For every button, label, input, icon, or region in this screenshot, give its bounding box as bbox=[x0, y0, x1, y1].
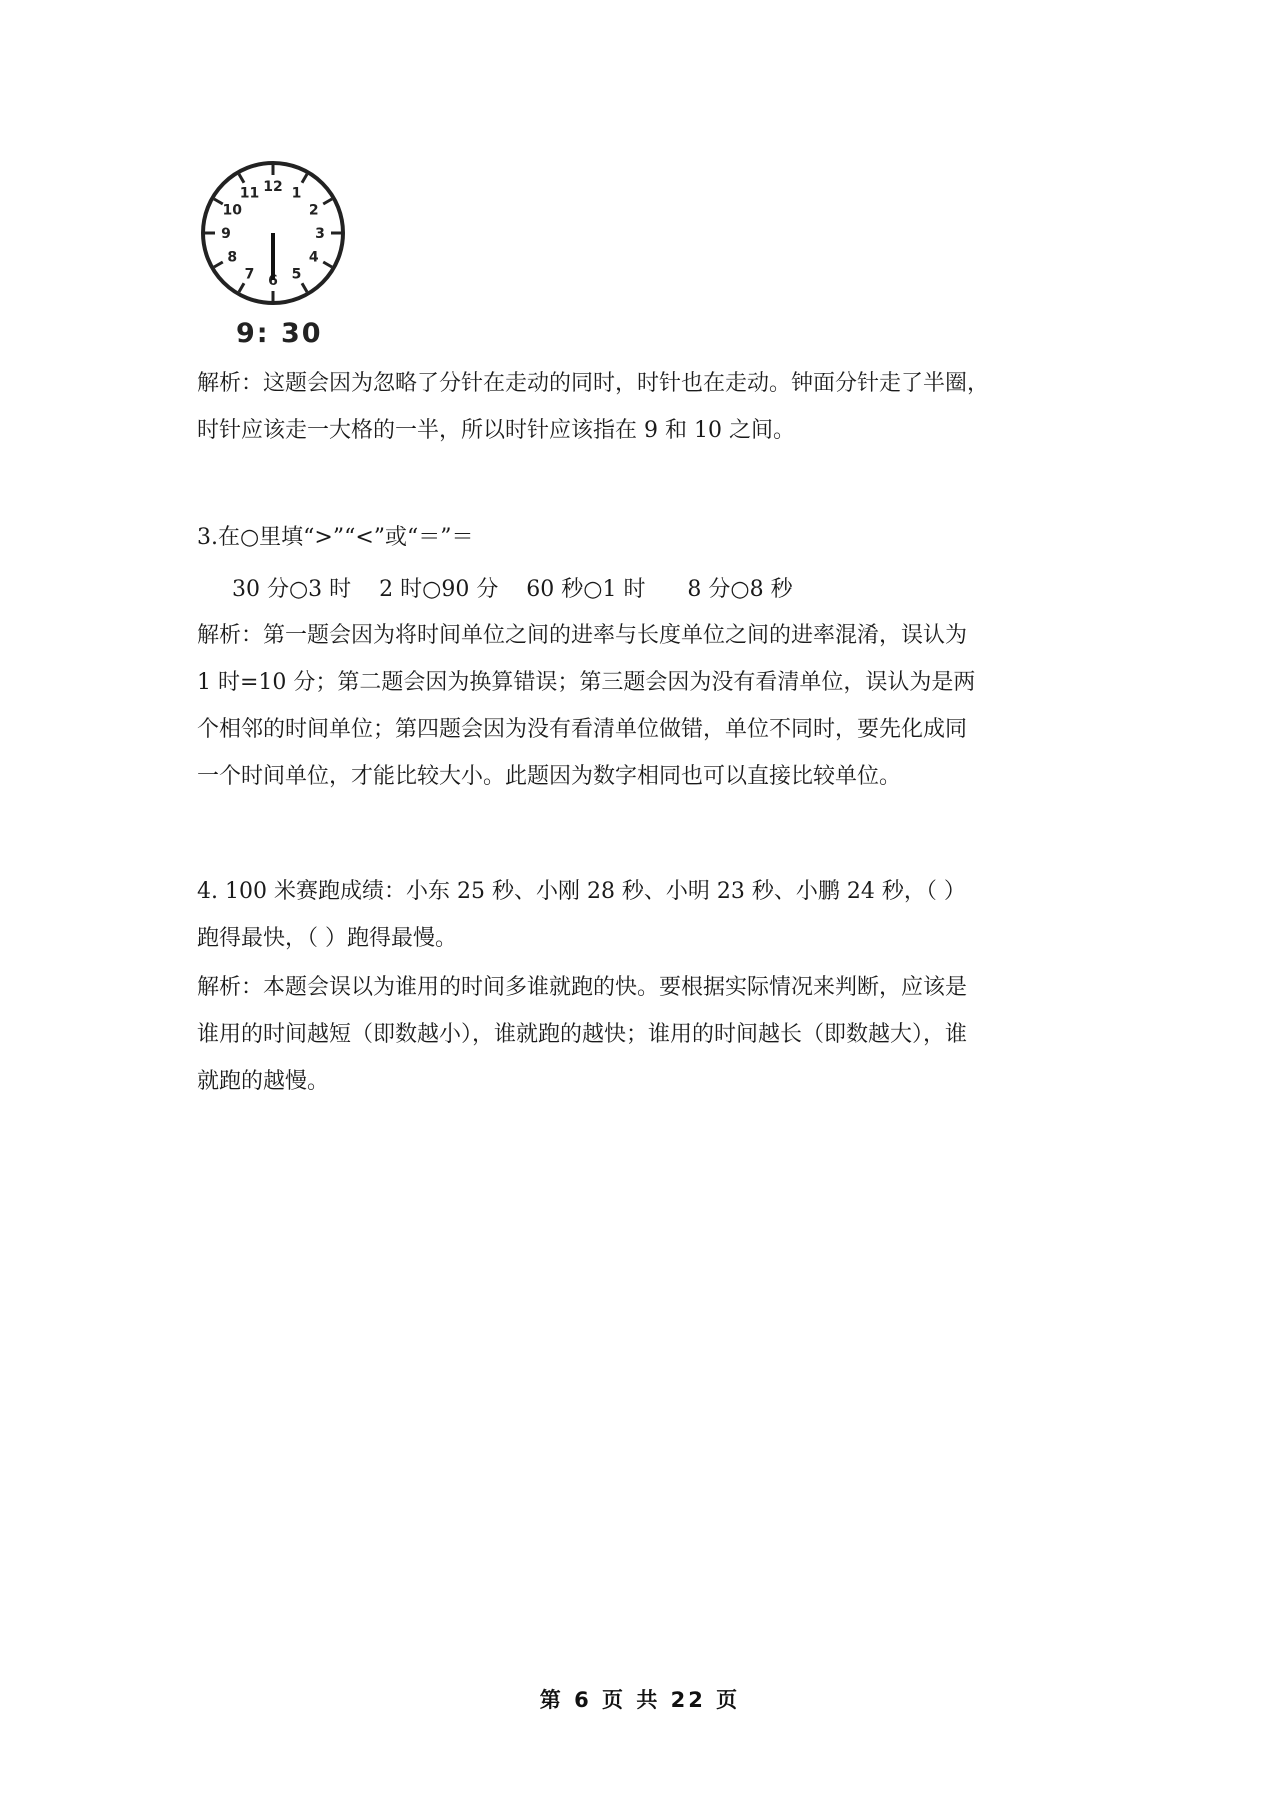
q3-analysis-line: 解析：第一题会因为将时间单位之间的进率与长度单位之间的进率混淆，误认为 bbox=[197, 623, 968, 648]
clock-numeral: 12 bbox=[263, 179, 283, 195]
page-footer: 第 6 页 共 22 页 bbox=[539, 1688, 741, 1712]
clock-numeral: 1 bbox=[291, 185, 302, 202]
q3-title: 3.在○里填“>”“<”或“＝”＝ bbox=[197, 525, 474, 550]
clock-numeral: 7 bbox=[244, 266, 255, 283]
q3-analysis-line: 个相邻的时间单位；第四题会因为没有看清单位做错，单位不同时，要先化成同 bbox=[197, 717, 968, 742]
clock-numeral: 2 bbox=[308, 202, 319, 219]
clock-numeral: 3 bbox=[315, 226, 325, 242]
q3-items: 30 分○3 时 2 时○90 分 60 秒○1 时 8 分○8 秒 bbox=[232, 577, 793, 602]
clock-time-caption: 9: 30 bbox=[236, 318, 323, 349]
q2-analysis bbox=[197, 360, 1097, 454]
q4-analysis-line: 谁用的时间越短（即数越小），谁就跑的越快；谁用的时间越长（即数越大），谁 bbox=[197, 1022, 968, 1047]
q4-analysis-line: 解析：本题会误以为谁用的时间多谁就跑的快。要根据实际情况来判断，应该是 bbox=[197, 975, 968, 1000]
clock-numeral: 6 bbox=[268, 273, 278, 289]
q4-analysis-line: 就跑的越慢。 bbox=[197, 1069, 330, 1094]
q2-analysis-line: 时针应该走一大格的一半，所以时针应该指在 9 和 10 之间。 bbox=[197, 418, 795, 443]
clock-numeral: 8 bbox=[227, 249, 238, 266]
q3-analysis-line: 一个时间单位，才能比较大小。此题因为数字相同也可以直接比较单位。 bbox=[197, 764, 902, 789]
clock-numeral: 5 bbox=[291, 266, 302, 283]
q4-question-line: 跑得最快，（ ）跑得最慢。 bbox=[197, 926, 457, 951]
clock-numeral: 11 bbox=[239, 185, 260, 202]
q3-analysis bbox=[197, 612, 1097, 800]
clock-numeral: 9 bbox=[221, 226, 231, 242]
clock-face-icon bbox=[196, 158, 356, 318]
q3-analysis-line: 1 时=10 分；第二题会因为换算错误；第三题会因为没有看清单位，误认为是两 bbox=[197, 670, 976, 695]
q4-analysis bbox=[197, 964, 1097, 1105]
clock-numeral: 4 bbox=[308, 249, 319, 266]
q4-question bbox=[197, 868, 1097, 962]
q4-question-line: 4. 100 米赛跑成绩：小东 25 秒、小刚 28 秒、小明 23 秒、小鹏 24 秒，（ ） bbox=[197, 879, 966, 904]
clock-numeral: 10 bbox=[222, 202, 243, 219]
q2-analysis-line: 解析：这题会因为忽略了分针在走动的同时，时针也在走动。钟面分针走了半圈， bbox=[197, 371, 990, 396]
